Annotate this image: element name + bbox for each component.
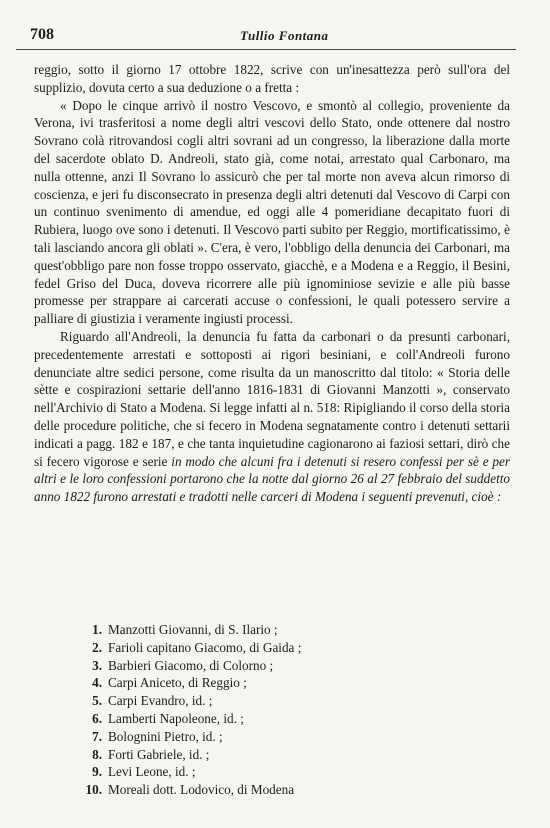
list-text: Bolognini Pietro, id. ; [108,728,223,744]
list-text: Manzotti Giovanni, di S. Ilario ; [108,622,278,637]
list-item [76,746,301,764]
list-number: 10. [85,782,102,798]
header-rule [16,49,516,50]
list-item [76,657,301,675]
list-text: Carpi Aniceto, di Reggio ; [108,675,247,691]
list-item [76,621,301,639]
list-item [76,781,301,799]
list-number: 4. [92,675,102,691]
list-item [76,710,301,728]
list-number: 7. [92,728,102,744]
paragraph-1: reggio, sotto il giorno 17 ottobre 1822, scrive con un'inesattezza però sull'ora del supplizio, dovuta certo a sua deduzione o a fretta : [34,62,510,95]
prisoner-list [76,621,301,799]
list-text: Farioli capitano Giacomo, di Gaida ; [108,639,302,655]
list-number: 2. [92,639,102,655]
list-number: 9. [92,764,102,780]
list-item [76,674,301,692]
list-text: Carpi Evandro, id. ; [108,693,213,709]
list-text: Barbieri Giacomo, di Colorno ; [108,657,274,673]
running-title: Tullio Fontana [240,28,329,43]
list-number: 6. [92,710,102,726]
list-item [76,763,301,781]
page-header [20,26,530,48]
list-item [76,692,301,710]
paragraph-3-italic-quote: in modo che alcuni fra i detenuti si resero confessi per sè e per altri e le loro confessioni portarono che la notte dal giorno 26 al 27 febbraio del suddetto anno 1822 furono arrestati e tradotti nelle carceri di Modena i seguenti prevenuti, cioè : [34,453,510,505]
list-text: Forti Gabriele, id. ; [108,746,210,762]
list-number: 8. [92,746,102,762]
list-text: Moreali dott. Lodovico, di Modena [108,782,295,798]
paragraph-3 [34,328,510,506]
list-number: 5. [92,693,102,709]
list-text: Levi Leone, id. ; [108,764,196,780]
list-number: 1. [92,622,102,637]
page-number: 708 [30,26,54,43]
list-item [76,728,301,746]
list-number: 3. [92,657,102,673]
body-text [34,61,510,506]
list-item [76,639,301,657]
list-text: Lamberti Napoleone, id. ; [108,710,244,726]
paragraph-2-quote: « Dopo le cinque arrivò il nostro Vescovo, e smontò al collegio, proveniente da Verona, ivi trasferitosi a nome degli altri vescovi dello Stato, onde ottenere dal nostro Sovrano colà ritrovandosi cogli altri sovrani ad un congresso, la liberazione dalla morte del sacerdote oblato D. Andreoli, stato già, come notai, arrestato qual Carbonaro, ma nulla ottenne, anzi Il Sovrano lo assicurò che per tal morte non aveva alcun rimorso di coscienza, e jeri fu disconsecrato in presenza degli altri detenuti dal Vescovo di Carpi con un continuo svenimento di amendue, ed oggi alle 4 pomeridiane decapitato fuori di Rubiera, luogo ove sono i detenuti. Il Vescovo parti subito per Reggio, mortificatissimo, è tali lasciando ancora gli oblati ». C'era, è vero, l'obbligo della denuncia dei Carbonari, ma quest'obbligo pare non fosse troppo osservato, giacchè, e a Modena e a Reggio, il Besini, fedel Griso del Duca, doveva ricorrere alle più ignominiose sevizie e alle più basse promesse per strappare ai carcerati accuse o confessioni, le quali potessero servire a palliare di giustizia i veramente ingiusti processi. [34,97,510,327]
paragraph-3-text: Riguardo all'Andreoli, la denuncia fu fatta da carbonari o da presunti carbonari, precedentemente arrestati e sottoposti ai rigori besiniani, e coll'Andreoli furono denunciate altre sedici persone, come risulta da un manoscritto dal titolo: « Storia delle sètte e cospirazioni settarie dell'anno 1816-1831 di Giovanni Manzotti », conservato nell'Archivio di Stato a Modena. Si legge infatti al n. 518: Ripigliando il corso della storia delle procedure politiche, che si fecero in Modena segnatamente contro i detenuti settarii indicati a pagg. 182 e 187, e che tanta inquietudine cagionarono ai faziosi settari, dirò che si fecero vigorose e serie [34,328,510,469]
